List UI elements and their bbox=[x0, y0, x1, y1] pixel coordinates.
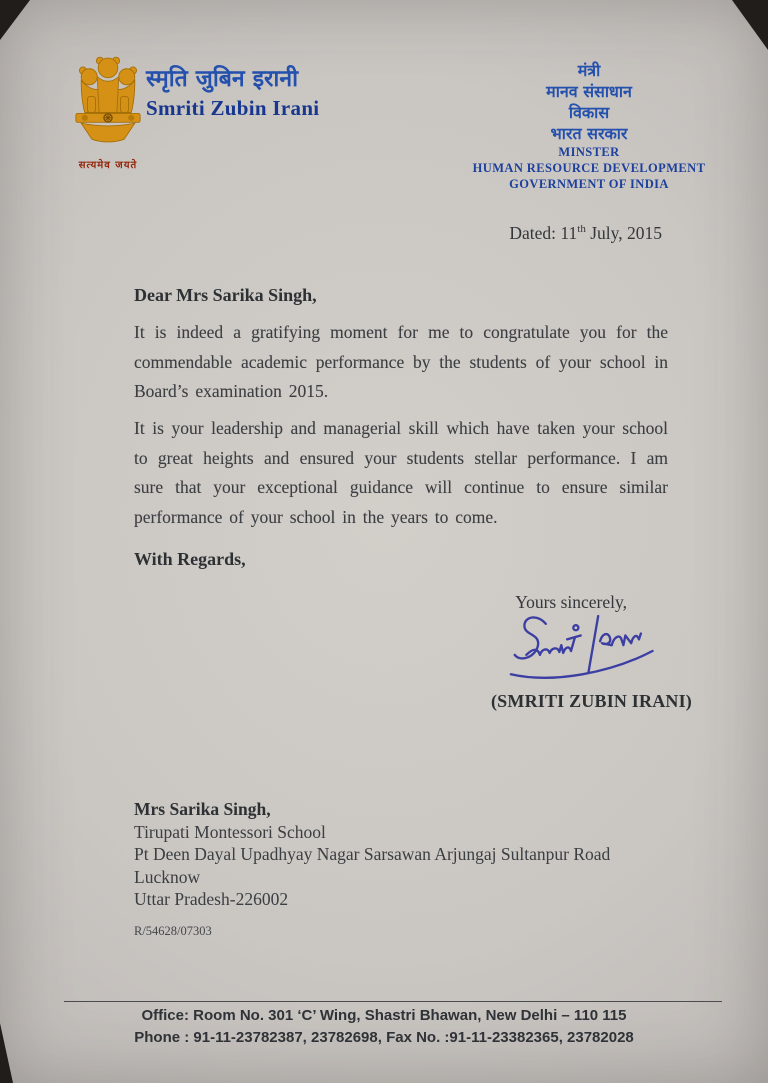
office-english-line: MINSTER bbox=[558, 145, 620, 159]
salutation: Dear Mrs Sarika Singh, bbox=[134, 285, 317, 305]
handwritten-signature bbox=[505, 612, 670, 695]
office-english-line: HUMAN RESOURCE DEVELOPMENT bbox=[472, 161, 706, 175]
letterhead-emblem bbox=[56, 50, 160, 171]
ashoka-emblem-icon bbox=[62, 137, 154, 154]
office-hindi-line: विकास bbox=[568, 103, 610, 122]
signatory-name: (SMRITI ZUBIN IRANI) bbox=[490, 691, 692, 711]
date-prefix: Dated: 11 bbox=[509, 223, 578, 243]
office-hindi-line: मंत्री bbox=[577, 61, 601, 80]
footer-office-address: Office: Room No. 301 ‘C’ Wing, Shastri Bhawan, New Delhi – 110 115 bbox=[141, 1007, 627, 1024]
photo-corner-top-left bbox=[0, 0, 30, 40]
recipient-line: Uttar Pradesh-226002 bbox=[134, 889, 289, 909]
minister-name-block bbox=[146, 64, 319, 122]
office-hindi-line: भारत सरकार bbox=[550, 124, 628, 143]
recipient-address-block bbox=[134, 798, 610, 911]
photo-corner-top-right bbox=[732, 0, 768, 50]
sign-off: Yours sincerely, bbox=[515, 592, 627, 612]
recipient-line: Tirupati Montessori School bbox=[134, 821, 326, 842]
recipient-line: Pt Deen Dayal Upadhyay Nagar Sarsawan Arjungaj Sultanpur Road bbox=[134, 844, 611, 864]
recipient-name: Mrs Sarika Singh, bbox=[134, 799, 271, 819]
paragraph-2: It is your leadership and managerial skill which have taken your school to great heights and ensured your students stellar performance. I am sure that your exceptional guidance will continue to ensure similar performance of your school in the years to come. bbox=[134, 418, 668, 527]
office-english-line: GOVERNMENT OF INDIA bbox=[509, 177, 669, 191]
date-line bbox=[509, 223, 662, 244]
recipient-line: Lucknow bbox=[134, 866, 201, 887]
minister-name-hindi: स्मृति जुबिन इरानी bbox=[146, 66, 299, 92]
date-suffix: July, 2015 bbox=[585, 223, 662, 243]
footer-divider bbox=[64, 1001, 722, 1002]
minister-name-english: Smriti Zubin Irani bbox=[146, 96, 320, 120]
paragraph-1: It is indeed a gratifying moment for me to congratulate you for the commendable academic performance by the students of your school in Board’s examination 2015. bbox=[134, 322, 668, 401]
reference-number: R/54628/07303 bbox=[134, 924, 212, 938]
footer-phone-fax: Phone : 91-11-23782387, 23782698, Fax No. :91-11-23382365, 23782028 bbox=[134, 1029, 634, 1046]
emblem-motto: सत्यमेव जयते bbox=[78, 160, 138, 171]
date-ordinal: th bbox=[577, 223, 586, 236]
office-designation-block bbox=[424, 60, 754, 192]
office-hindi-line: मानव संसाधान bbox=[546, 82, 632, 101]
closing: With Regards, bbox=[134, 549, 246, 569]
